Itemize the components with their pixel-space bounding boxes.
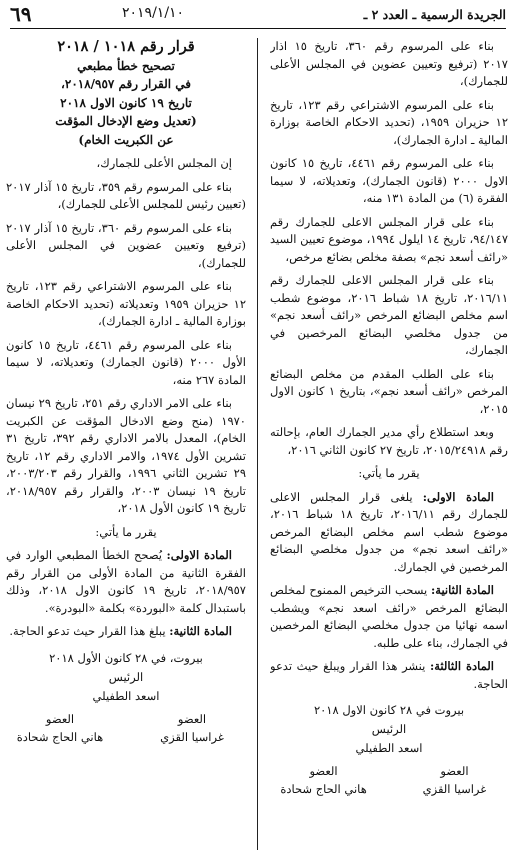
article-2	[6, 623, 246, 641]
article-text: يسحب الترخيص الممنوح لمخلص البضائع المرخص «رائف اسعد نجم» ويشطب اسمه نهائيا من جدول مخلصي البضائع المرخصين في الجمارك، بناء على طلبه.	[270, 583, 508, 650]
intro-line: إن المجلس الأعلى للجمارك،	[96, 156, 232, 170]
president-title: الرئيس	[371, 722, 407, 736]
decree-number: قرار رقم ١٠١٨ / ٢٠١٨	[57, 38, 195, 55]
decree-subject: عن الكبريت الخام)	[78, 132, 174, 147]
decree-subject: تاريخ ١٩ كانون الاول ٢٠١٨	[60, 95, 192, 110]
member-label: العضو	[309, 764, 338, 778]
members-labels	[6, 710, 246, 728]
members-labels	[270, 762, 508, 780]
decree-subject: (تعديل وضع الإدخال المؤقت	[55, 114, 197, 128]
page-number: ٦٩	[10, 2, 32, 26]
preamble-paragraph: بناء على المرسوم رقم ٣٦٠، تاريخ ١٥ اذار ٢٠١٧ (ترفيع وتعيين عضوين في المجلس الأعلى للجمارك)،	[270, 39, 508, 88]
members-names	[6, 728, 246, 746]
members-names	[270, 780, 508, 798]
article-2	[270, 582, 508, 652]
member-name: غراسيا القزي	[160, 729, 224, 744]
president-title: الرئيس	[108, 669, 144, 684]
preamble-paragraph: وبعد استطلاع رأي مدير الجمارك العام، بإحالته رقم ٢٠١٥/٢٤٩١٨، تاريخ ٢٧ كانون الثاني ٢٠١٦،	[270, 425, 508, 457]
header-rule	[10, 28, 506, 29]
article-text: ينشر هذا القرار ويبلغ حيث تدعو الحاجة.	[270, 659, 508, 691]
decree-heading	[6, 38, 246, 149]
preamble-paragraph: بناء على المرسوم رقم ٤٤٦١، تاريخ ١٥ كانون الاول ٢٠٠٠ (قانون الجمارك)، وتعديلاته، لا سيما الفقرة (٦) من المادة ١٣١ منه،	[270, 156, 508, 205]
page-header	[10, 4, 506, 30]
preamble-paragraph: بناء على الطلب المقدم من مخلص البضائع المرخص «رائف أسعد نجم»، بتاريخ ١ كانون الاول ٢٠١٥،	[270, 366, 508, 416]
article-label: المادة الاولى:	[422, 489, 494, 504]
column-divider	[257, 38, 258, 850]
preamble-paragraph: بناء على المرسوم رقم ٣٥٩، تاريخ ١٥ آذار ٢٠١٧ (تعيين رئيس للمجلس الأعلى للجمارك)،	[6, 179, 246, 211]
article-label: المادة الثانية:	[169, 624, 232, 638]
article-1	[270, 489, 508, 577]
article-text: يُصحح الخطأ المطبعي الوارد في الفقرة الثانية من المادة الأولى من القرار رقم ٢٠١٨/٩٥٧، تاريخ ١٩ كانون الاول ٢٠١٨، وذلك باستبدال كلمة «البوردة» بكلمة «البودرة».	[6, 548, 246, 615]
preamble-paragraph: بناء على الامر الاداري رقم ٢٥١، تاريخ ٢٩ نيسان ١٩٧٠ (منح وضع الادخال المؤقت عن الكبريت الخام)، المعدل بالامر الاداري رقم ٣٩٢، تاريخ ٣١ تشرين الأول ١٩٧٤، والامر الاداري رقم ١٢، تاريخ ٢٩ تشرين الثاني ١٩٩٦، والقرار رقم ٢٠٠٣/٢٠٣، تاريخ ١٩ نيسان ٢٠٠٣، والقرار رقم ٢٠١٨/٩٥٧، تاريخ ١٩ كانون الأول ٢٠١٨،	[6, 396, 246, 515]
member-name: غراسيا القزي	[422, 782, 487, 796]
left-column	[6, 38, 246, 850]
member-label: العضو	[177, 711, 207, 726]
article-label: المادة الاولى:	[166, 548, 232, 562]
preamble-paragraph: بناء على قرار المجلس الاعلى للجمارك رقم ٩٤/١٤٧، تاريخ ١٤ ايلول ١٩٩٤، موضوع تعيين السيد «رائف أسعد نجم» بصفة مخلص بضائع مرخص،	[270, 214, 508, 264]
article-text: يلغى قرار المجلس الاعلى للجمارك رقم ٢٠١٦/١١، تاريخ ١٨ شباط ٢٠١٦، موضوع شطب اسم مخلص البضائع المرخص «رائف اسعد نجم» من جدول مخلصي البضائع المرخصين في الجمارك.	[270, 489, 508, 574]
president-name: اسعد الطفيلي	[355, 741, 423, 755]
article-label: المادة الثالثة:	[429, 659, 494, 673]
right-column	[270, 38, 508, 850]
preamble-paragraph: بناء على المرسوم الاشتراعي رقم ١٢٣، تاريخ ١٢ حزيران ١٩٥٩ وتعديلاته (تحديد الاحكام الخاصة بوزارة المالية ـ ادارة الجمارك)،	[6, 279, 246, 328]
article-text: يبلغ هذا القرار حيث تدعو الحاجة.	[9, 624, 166, 638]
article-label: المادة الثانية:	[431, 583, 494, 597]
preamble-paragraph: بناء على المرسوم رقم ٤٤٦١، تاريخ ١٥ كانون الأول ٢٠٠٠ (قانون الجمارك) وتعديلاته، لا سيما المادة ٢٦٧ منه،	[6, 337, 246, 387]
decree-subject: في القرار رقم ٢٠١٨/٩٥٧،	[61, 77, 191, 91]
preamble-paragraph: بناء على المرسوم رقم ٣٦٠، تاريخ ١٥ آذار ٢٠١٧ (ترفيع وتعيين عضوين في المجلس الأعلى للجمارك)،	[6, 220, 246, 270]
place-date: بيروت، في ٢٨ كانون الأول ٢٠١٨	[49, 650, 203, 665]
member-label: العضو	[45, 711, 75, 726]
gazette-title: الجريدة الرسمية ـ العدد ٢ ـ	[363, 7, 506, 22]
member-name: هاني الحاج شحادة	[16, 729, 104, 744]
place-date: بيروت في ٢٨ كانون الاول ٢٠١٨	[313, 703, 465, 717]
president-name: اسعد الطفيلي	[92, 688, 160, 703]
issue-date: ٢٠١٩/١/١٠	[122, 5, 185, 21]
preamble-paragraph: بناء على المرسوم الاشتراعي رقم ١٢٣، تاريخ ١٢ حزيران ١٩٥٩، (تحديد الاحكام الخاصة بوزارة المالية ـ ادارة الجمارك)،	[270, 97, 508, 147]
article-1	[6, 547, 246, 617]
member-name: هاني الحاج شحادة	[280, 782, 367, 796]
decree-subject: تصحيح خطأ مطبعي	[77, 58, 175, 73]
preamble-paragraph: بناء على قرار المجلس الاعلى للجمارك رقم ٢٠١٦/١١، تاريخ ١٨ شباط ٢٠١٦، موضوع شطب اسم مخلص البضائع المرخص «رائف أسعد نجم» من جدول مخلصي البضائع المرخصين في الجمارك،	[270, 273, 508, 357]
article-3	[270, 658, 508, 693]
member-label: العضو	[440, 764, 469, 778]
resolves-line: يقرر ما يأتي:	[95, 524, 157, 539]
resolves-line: يقرر ما يأتي:	[358, 466, 420, 480]
